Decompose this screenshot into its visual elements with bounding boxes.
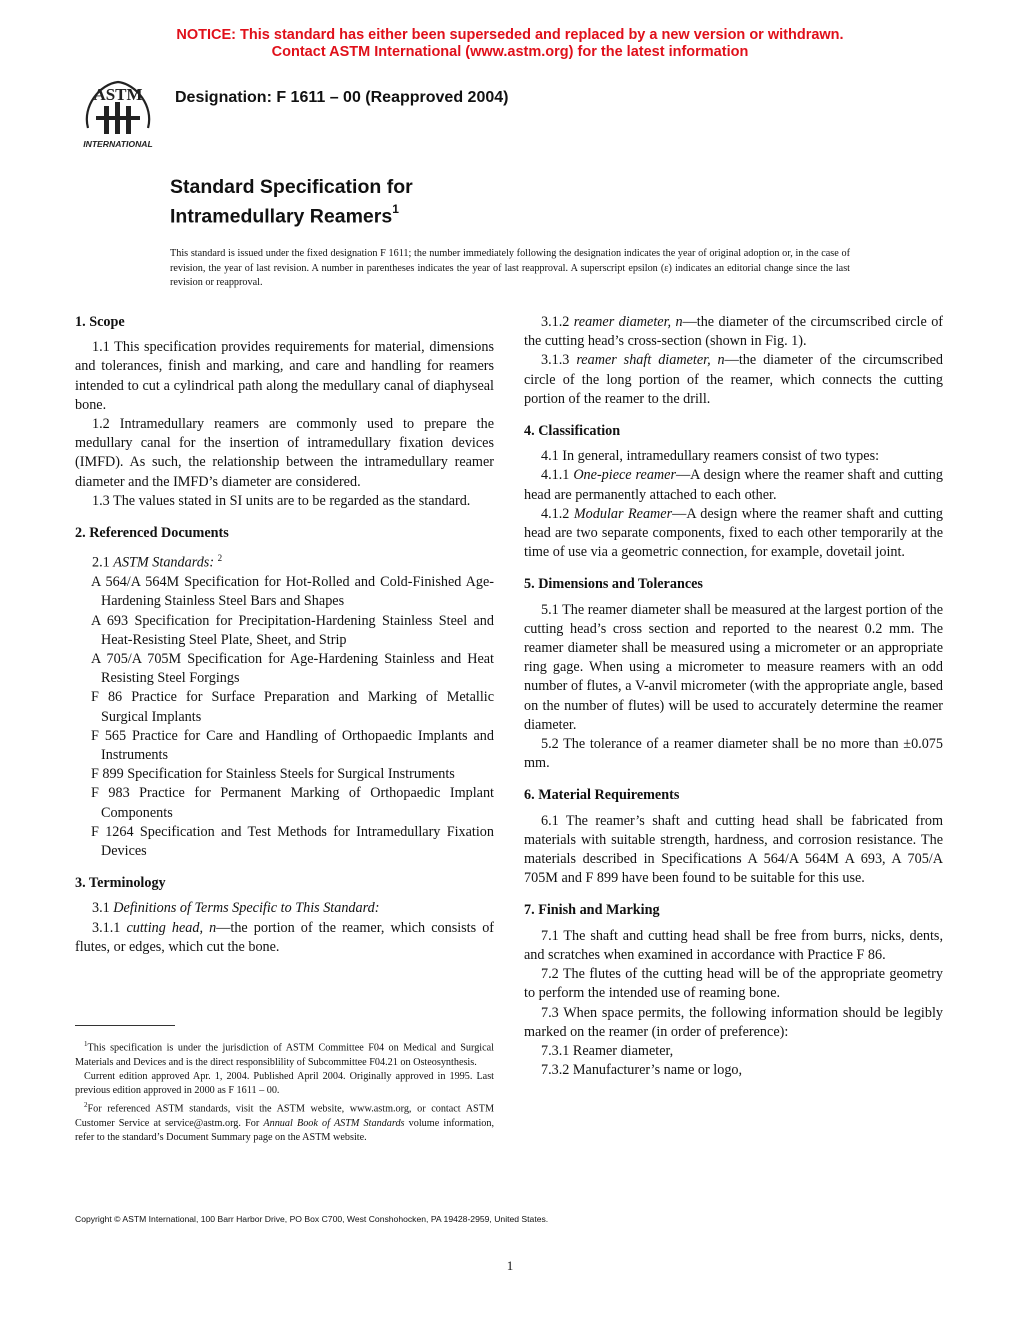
- material-heading: 6. Material Requirements: [524, 787, 680, 804]
- right-column: [524, 313, 943, 1080]
- terminology-3-1-2: 3.1.2 reamer diameter, n—the diameter of the circumscribed circle of the cutting head’s cross-section (shown in Fig. 1).: [524, 314, 944, 350]
- refdocs-heading: 2. Referenced Documents: [75, 525, 229, 542]
- finish-7-3-2: 7.3.2 Manufacturer’s name or logo,: [541, 1062, 743, 1079]
- finish-heading: 7. Finish and Marking: [524, 902, 660, 919]
- finish-7-3: 7.3 When space permits, the following information should be legibly marked on the reamer (in order of preference):: [524, 1004, 943, 1040]
- classification-heading: 4. Classification: [524, 423, 621, 440]
- notice-line-2: Contact ASTM International (www.astm.org) for the latest information: [271, 44, 749, 60]
- dimensions-5-2: 5.2 The tolerance of a reamer diameter shall be no more than ±0.075 mm.: [524, 736, 943, 772]
- logo-subtext: INTERNATIONAL: [83, 139, 153, 149]
- material-6-1: 6.1 The reamer’s shaft and cutting head shall be fabricated from materials with suitable strength, hardness, and corrosion resistance. The materials described in Specifications A 564/A 564M A 693, A 705/A 705M and F 899 have been found to be suitable for this use.: [524, 812, 943, 887]
- finish-7-3-1: 7.3.1 Reamer diameter,: [541, 1042, 674, 1059]
- terminology-3-1: 3.1 Definitions of Terms Specific to This Standard:: [92, 900, 380, 917]
- title-line-2: Intramedullary Reamers$^1$: [170, 202, 399, 228]
- list-item: F 565 Practice for Care and Handling of Orthopaedic Implants and Instruments: [91, 727, 494, 763]
- notice-banner: [0, 27, 1020, 61]
- reference-list: [75, 573, 494, 861]
- document-title: [170, 175, 413, 229]
- list-item: F 1264 Specification and Test Methods for Intramedullary Fixation Devices: [91, 823, 494, 860]
- dimensions-5-1: 5.1 The reamer diameter shall be measured at the largest portion of the cutting head’s cross section and reported to the nearest 0.2 mm. The reamer diameter shall be measured using a micrometer or an appropriate ring gage. When using a micrometer to measure reamers with an odd number of flutes, a V-anvil micrometer (with the appropriate angle, based on the number of flutes) will be used to accurately determine the reamer diameter.: [524, 601, 943, 733]
- list-item: A 705/A 705M Specification for Age-Hardening Stainless and Heat Resisting Steel Forgings: [91, 650, 494, 687]
- logo-text: ASTM: [93, 85, 143, 104]
- dimensions-heading: 5. Dimensions and Tolerances: [524, 576, 703, 593]
- intro-paragraph: This standard is issued under the fixed designation F 1611; the number immediately following the designation indicates the year of original adoption or, in the case of revision, the year of last revision. A number in parentheses indicates the year of last reapproval. A superscript epsilon (ε) indicates an editorial change since the last revision or reapproval.: [170, 248, 850, 289]
- terminology-3-1-1: 3.1.1 cutting head, n—the portion of the reamer, which consists of flutes, or edges, which cut the bone.: [75, 919, 495, 955]
- list-item: A 693 Specification for Precipitation-Hardening Stainless Steel and Heat-Resisting Steel Plate, Sheet, and Strip: [91, 612, 494, 648]
- astm-logo: [74, 76, 162, 152]
- footnote-1: $^1$This specification is under the jurisdiction of ASTM Committee F04 on Medical and Surgical Materials and Devices and is the direct responsiblility of Subcommittee F04.21 on Osteosynthesis.: [75, 1040, 494, 1068]
- left-column: [75, 313, 494, 957]
- list-item: F 86 Practice for Surface Preparation and Marking of Metallic Surgical Implants: [91, 689, 494, 725]
- classification-4-1-2: 4.1.2 Modular Reamer—A design where the reamer shaft and cutting head are two separate components, fixed to each other temporarily at the time of use via a geometric connection, for example, dovetail joint.: [524, 505, 944, 561]
- page-number: 1: [506, 1258, 514, 1273]
- designation: Designation: F 1611 – 00 (Reapproved 2004): [175, 89, 509, 106]
- title-footnote-ref: 1: [392, 202, 399, 216]
- terminology-heading: 3. Terminology: [75, 875, 166, 892]
- classification-4-1-1: 4.1.1 One-piece reamer—A design where the reamer shaft and cutting head are permanently attached to each other.: [524, 467, 943, 503]
- notice-line-1: NOTICE: This standard has either been superseded and replaced by a new version or withdrawn.: [176, 27, 844, 43]
- footnotes: [75, 1037, 494, 1145]
- footnote-2: $^2$For referenced ASTM standards, visit the ASTM website, www.astm.org, or contact ASTM Customer Service at service@astm.org. For Annual Book of ASTM Standards volume information, refer to the standard’s Document Summary page on the ASTM website.: [75, 1101, 495, 1143]
- finish-7-2: 7.2 The flutes of the cutting head will be of the appropriate geometry to perform the intended use of reaming bone.: [524, 966, 943, 1002]
- title-line-1: Standard Specification for: [170, 176, 413, 198]
- refdocs-2-1: 2.1 ASTM Standards: $^2$: [92, 553, 223, 571]
- footnote-1-edition: Current edition approved Apr. 1, 2004. Published April 2004. Originally approved in 1995. Last previous edition approved in 2000 as F 1611 – 00.: [75, 1070, 494, 1096]
- finish-7-1: 7.1 The shaft and cutting head shall be free from burrs, nicks, dents, and scratches when examined in accordance with Practice F 86.: [524, 927, 943, 963]
- terminology-3-1-3: 3.1.3 reamer shaft diameter, n—the diameter of the circumscribed circle of the long portion of the reamer, which connects the cutting portion of the reamer to the drill.: [524, 352, 944, 407]
- scope-1-3: 1.3 The values stated in SI units are to be regarded as the standard.: [92, 492, 471, 509]
- classification-4-1: 4.1 In general, intramedullary reamers consist of two types:: [541, 448, 880, 465]
- list-item: A 564/A 564M Specification for Hot-Rolled and Cold-Finished Age-Hardening Stainless Steel Bars and Shapes: [91, 574, 494, 610]
- copyright-line: Copyright © ASTM International, 100 Barr Harbor Drive, PO Box C700, West Conshohocken, PA 19428-2959, United States.: [75, 1214, 549, 1224]
- footnote-divider: [75, 1025, 175, 1026]
- scope-1-2: 1.2 Intramedullary reamers are commonly used to prepare the medullary canal for the insertion of intramedullary fixation devices (IMFD). As such, the relationship between the intramedullary reamer diameter and the IMFD’s diameter are considered.: [75, 416, 494, 490]
- scope-1-1: 1.1 This specification provides requirements for material, dimensions and tolerances, finish and marking, and care and handling for reamers intended to cut a cylindrical path along the medullary canal of diaphyseal bone.: [75, 339, 494, 413]
- list-item: F 983 Practice for Permanent Marking of Orthopaedic Implant Components: [91, 785, 494, 821]
- list-item: F 899 Specification for Stainless Steels for Surgical Instruments: [91, 766, 455, 783]
- scope-heading: 1. Scope: [75, 314, 125, 330]
